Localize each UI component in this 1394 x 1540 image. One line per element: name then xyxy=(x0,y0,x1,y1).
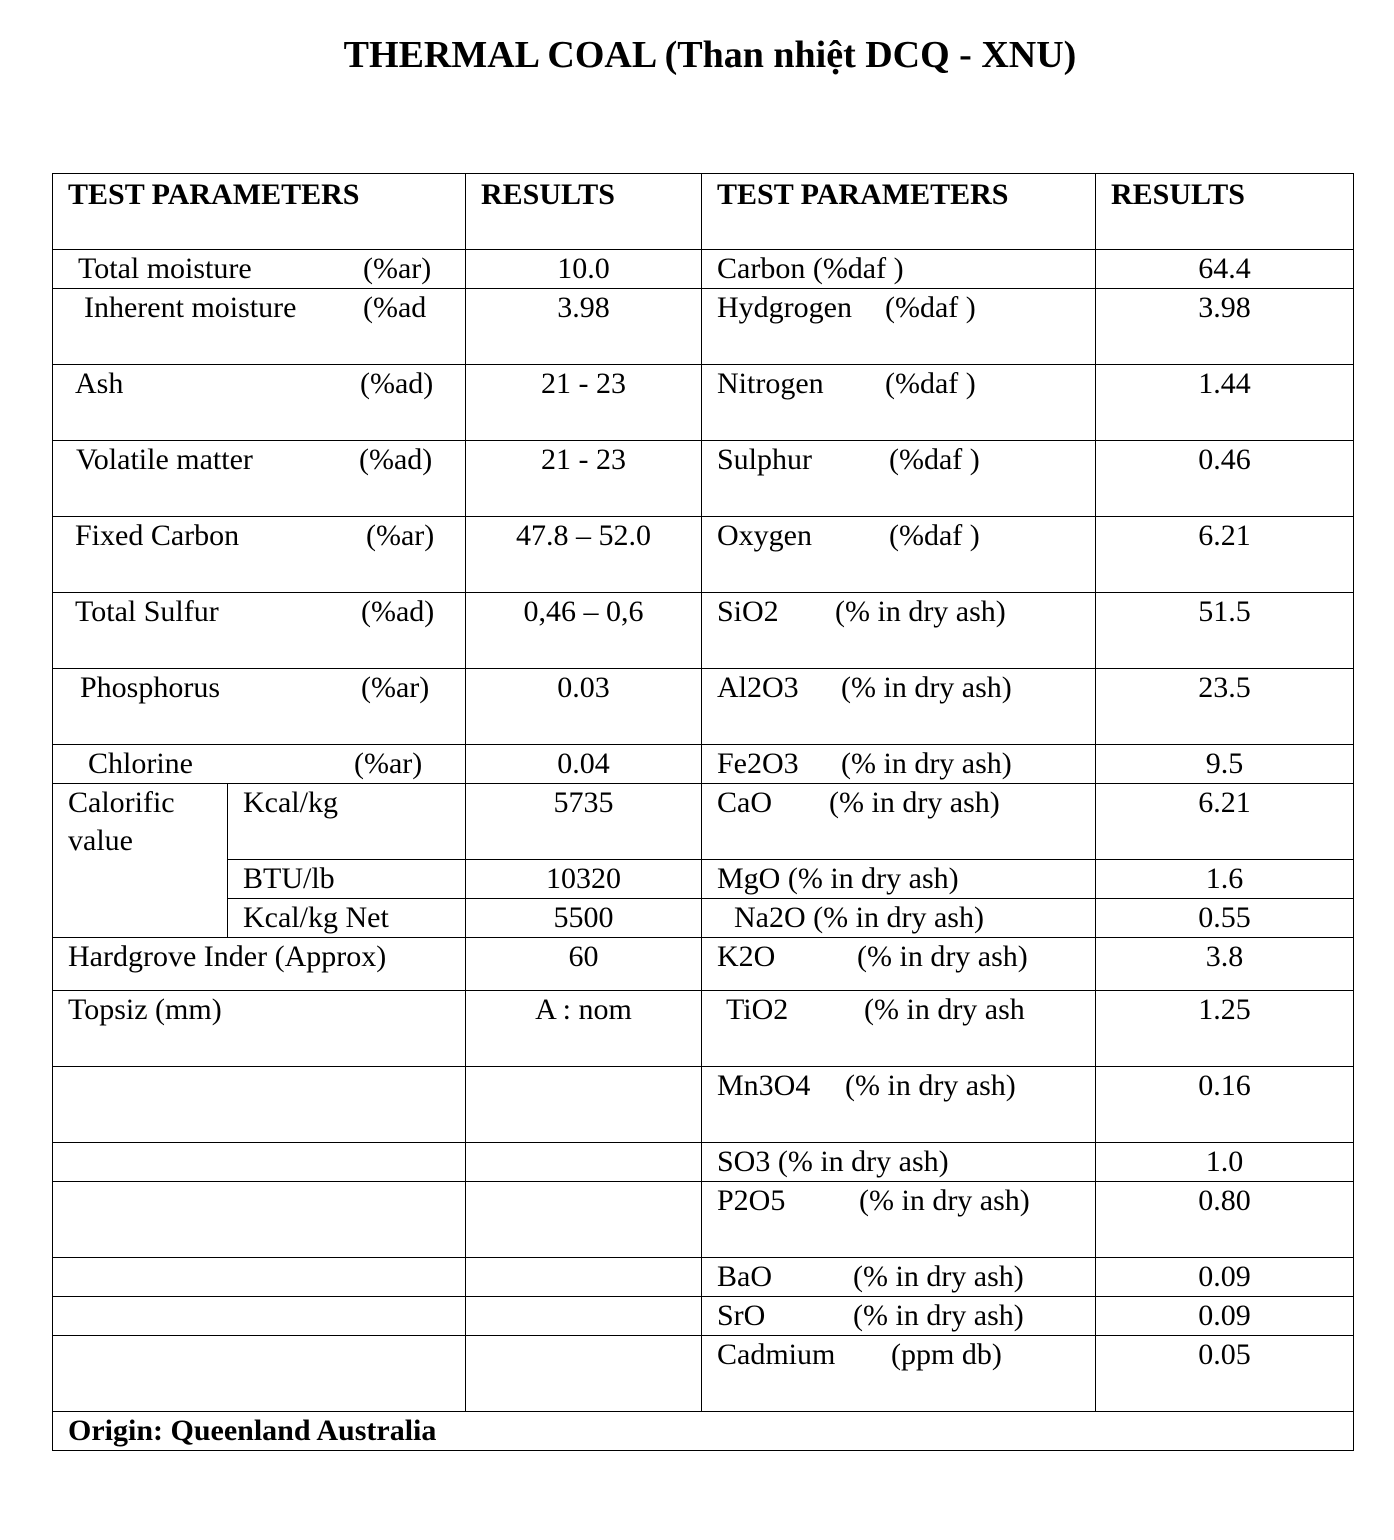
empty-cell xyxy=(53,1336,466,1412)
header-row xyxy=(53,174,1354,250)
param-k2o: K2O (% in dry ash) xyxy=(702,938,1096,991)
result-sio2: 51.5 xyxy=(1096,593,1354,669)
result-p2o5: 0.80 xyxy=(1096,1182,1354,1258)
header-test-parameters-left: TEST PARAMETERS xyxy=(53,174,466,250)
origin-note: Origin: Queenland Australia xyxy=(53,1412,1354,1451)
param-hydrogen: Hydgrogen (%daf ) xyxy=(702,289,1096,365)
table-row xyxy=(53,938,1354,991)
result-calorific-kcal: 5735 xyxy=(466,784,702,860)
param-total-sulfur: Total Sulfur (%ad) xyxy=(53,593,466,669)
param-volatile-matter: Volatile matter (%ad) xyxy=(53,441,466,517)
param-total-moisture: Total moisture (%ar) xyxy=(53,250,466,289)
param-p2o5: P2O5 (% in dry ash) xyxy=(702,1182,1096,1258)
param-ash: Ash (%ad) xyxy=(53,365,466,441)
result-total-moisture: 10.0 xyxy=(466,250,702,289)
empty-cell xyxy=(53,1258,466,1297)
result-al2o3: 23.5 xyxy=(1096,669,1354,745)
empty-cell xyxy=(466,1182,702,1258)
table-row xyxy=(53,1067,1354,1143)
param-sio2: SiO2 (% in dry ash) xyxy=(702,593,1096,669)
calorific-unit-kcal: Kcal/kg xyxy=(228,784,466,860)
param-na2o: Na2O (% in dry ash) xyxy=(702,899,1096,938)
result-mgo: 1.6 xyxy=(1096,860,1354,899)
result-na2o: 0.55 xyxy=(1096,899,1354,938)
param-carbon: Carbon (%daf ) xyxy=(702,250,1096,289)
result-fixed-carbon: 47.8 – 52.0 xyxy=(466,517,702,593)
page-title: THERMAL COAL (Than nhiệt DCQ - XNU) xyxy=(343,34,1077,76)
empty-cell xyxy=(466,1336,702,1412)
table-row xyxy=(53,669,1354,745)
result-mn3o4: 0.16 xyxy=(1096,1067,1354,1143)
footer-row xyxy=(53,1412,1354,1451)
param-topsize: Topsiz (mm) xyxy=(53,991,466,1067)
empty-cell xyxy=(466,1143,702,1182)
param-fixed-carbon: Fixed Carbon (%ar) xyxy=(53,517,466,593)
param-chlorine: Chlorine (%ar) xyxy=(53,745,466,784)
result-hydrogen: 3.98 xyxy=(1096,289,1354,365)
header-results-left: RESULTS xyxy=(466,174,702,250)
result-k2o: 3.8 xyxy=(1096,938,1354,991)
table-row xyxy=(53,1143,1354,1182)
param-sulphur: Sulphur (%daf ) xyxy=(702,441,1096,517)
table-row xyxy=(53,250,1354,289)
param-mn3o4: Mn3O4 (% in dry ash) xyxy=(702,1067,1096,1143)
result-carbon: 64.4 xyxy=(1096,250,1354,289)
param-al2o3: Al2O3 (% in dry ash) xyxy=(702,669,1096,745)
table-row xyxy=(53,441,1354,517)
empty-cell xyxy=(53,1182,466,1258)
table-row xyxy=(53,1182,1354,1258)
result-oxygen: 6.21 xyxy=(1096,517,1354,593)
table-row xyxy=(53,593,1354,669)
header-results-right: RESULTS xyxy=(1096,174,1354,250)
result-so3: 1.0 xyxy=(1096,1143,1354,1182)
result-bao: 0.09 xyxy=(1096,1258,1354,1297)
result-chlorine: 0.04 xyxy=(466,745,702,784)
table-row xyxy=(53,991,1354,1067)
empty-cell xyxy=(53,1297,466,1336)
param-sro: SrO (% in dry ash) xyxy=(702,1297,1096,1336)
result-tio2: 1.25 xyxy=(1096,991,1354,1067)
table-row xyxy=(53,517,1354,593)
table-row xyxy=(53,899,1354,938)
param-calorific-value: Calorific value xyxy=(53,784,228,938)
result-phosphorus: 0.03 xyxy=(466,669,702,745)
empty-cell xyxy=(466,1297,702,1336)
param-oxygen: Oxygen (%daf ) xyxy=(702,517,1096,593)
param-hardgrove: Hardgrove Inder (Approx) xyxy=(53,938,466,991)
header-test-parameters-right: TEST PARAMETERS xyxy=(702,174,1096,250)
param-mgo: MgO (% in dry ash) xyxy=(702,860,1096,899)
result-hardgrove: 60 xyxy=(466,938,702,991)
table-row xyxy=(53,745,1354,784)
result-calorific-kcal-net: 5500 xyxy=(466,899,702,938)
table-row xyxy=(53,365,1354,441)
result-inherent-moisture: 3.98 xyxy=(466,289,702,365)
param-inherent-moisture: Inherent moisture (%ad xyxy=(53,289,466,365)
empty-cell xyxy=(466,1067,702,1143)
param-bao: BaO (% in dry ash) xyxy=(702,1258,1096,1297)
param-nitrogen: Nitrogen (%daf ) xyxy=(702,365,1096,441)
param-so3: SO3 (% in dry ash) xyxy=(702,1143,1096,1182)
result-nitrogen: 1.44 xyxy=(1096,365,1354,441)
result-sulphur: 0.46 xyxy=(1096,441,1354,517)
empty-cell xyxy=(53,1067,466,1143)
param-tio2: TiO2 (% in dry ash xyxy=(702,991,1096,1067)
calorific-unit-btu: BTU/lb xyxy=(228,860,466,899)
table-row xyxy=(53,784,1354,860)
result-cao: 6.21 xyxy=(1096,784,1354,860)
param-cao: CaO (% in dry ash) xyxy=(702,784,1096,860)
result-topsize: A : nom xyxy=(466,991,702,1067)
param-cadmium: Cadmium (ppm db) xyxy=(702,1336,1096,1412)
empty-cell xyxy=(53,1143,466,1182)
table-row xyxy=(53,1258,1354,1297)
table-row xyxy=(53,1336,1354,1412)
param-fe2o3: Fe2O3 (% in dry ash) xyxy=(702,745,1096,784)
coal-spec-table xyxy=(52,173,1354,1451)
empty-cell xyxy=(466,1258,702,1297)
result-total-sulfur: 0,46 – 0,6 xyxy=(466,593,702,669)
table-row xyxy=(53,1297,1354,1336)
result-sro: 0.09 xyxy=(1096,1297,1354,1336)
result-fe2o3: 9.5 xyxy=(1096,745,1354,784)
table-row xyxy=(53,289,1354,365)
calorific-unit-kcal-net: Kcal/kg Net xyxy=(228,899,466,938)
result-volatile-matter: 21 - 23 xyxy=(466,441,702,517)
result-cadmium: 0.05 xyxy=(1096,1336,1354,1412)
table-row xyxy=(53,860,1354,899)
param-phosphorus: Phosphorus (%ar) xyxy=(53,669,466,745)
result-calorific-btu: 10320 xyxy=(466,860,702,899)
result-ash: 21 - 23 xyxy=(466,365,702,441)
